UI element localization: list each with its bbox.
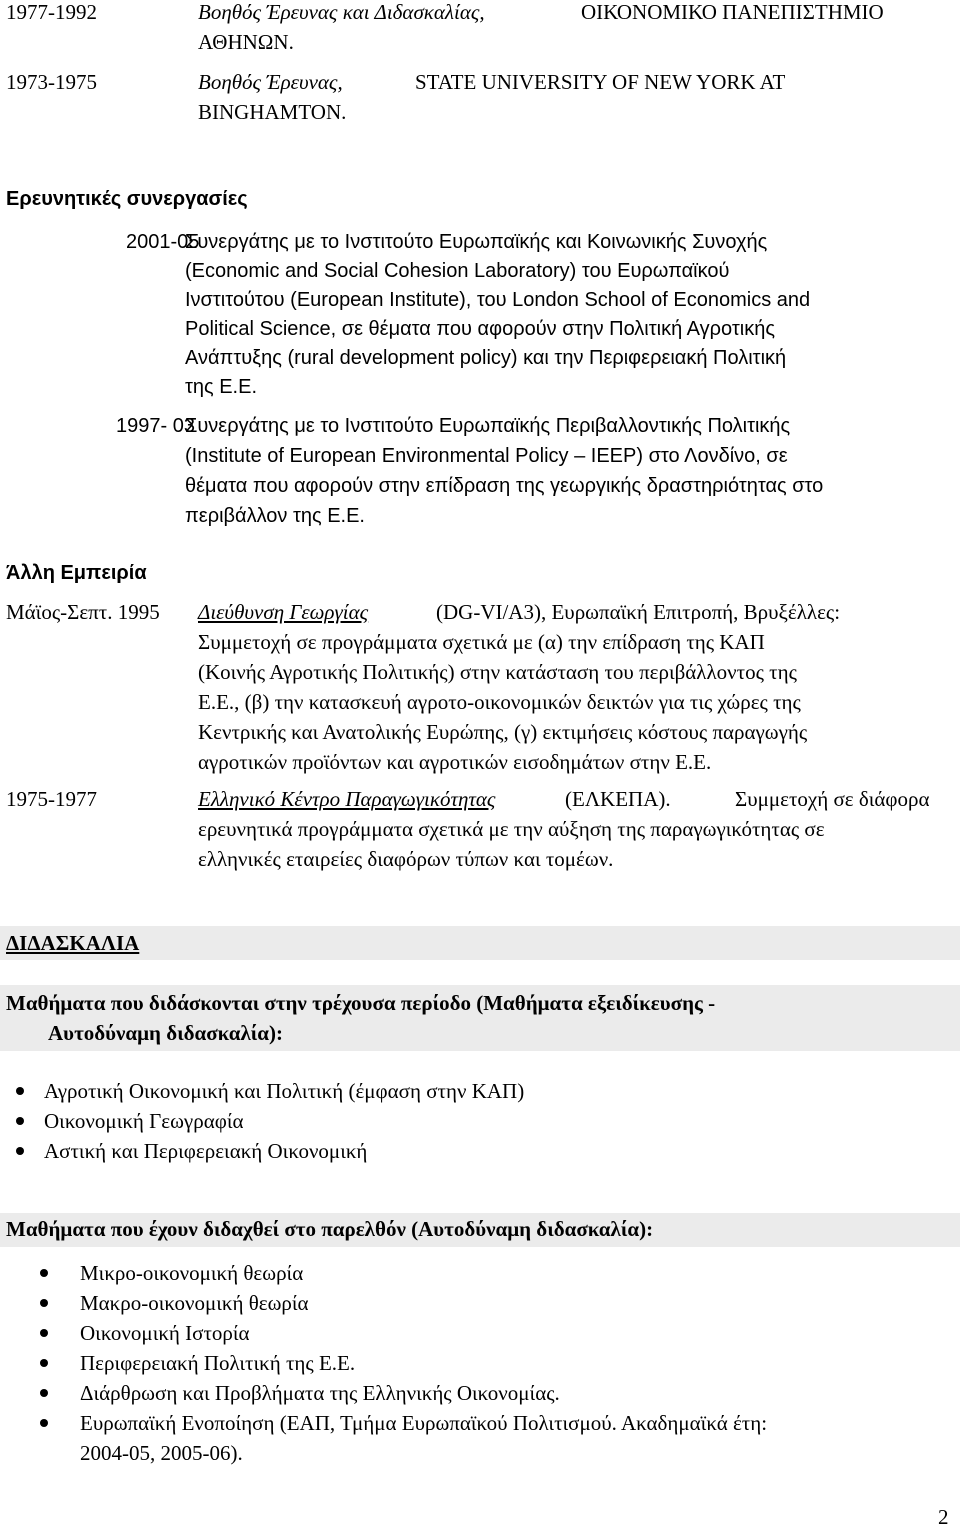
research-line: Συνεργάτης με το Ινστιτούτο Ευρωπαϊκής Περιβαλλοντικής Πολιτικής xyxy=(185,415,791,437)
past-course-item: Περιφερειακή Πολιτική της Ε.Ε. xyxy=(80,1351,356,1375)
past-courses-heading: Μαθήματα που έχουν διδαχθεί στο παρελθόν (Αυτοδύναμη διδασκαλία): xyxy=(6,1217,654,1241)
past-course-item: Ευρωπαϊκή Ενοποίηση (ΕΑΠ, Τμήμα Ευρωπαϊκού Πολιτισμού. Ακαδημαϊκά έτη: xyxy=(80,1411,768,1435)
bullet-icon xyxy=(40,1389,48,1397)
other-line: αγροτικών προϊόντων και αγροτικών εισοδημάτων στην Ε.Ε. xyxy=(198,750,712,774)
other-org: Διεύθυνση Γεωργίας xyxy=(198,600,369,624)
other-line: ερευνητικά προγράμματα σχετικά με την αύξηση της παραγωγικότητας σε xyxy=(198,817,825,841)
page-number: 2 xyxy=(938,1505,949,1529)
current-course-item: Αστική και Περιφερειακή Οικονομική xyxy=(44,1139,368,1163)
bullet-icon xyxy=(16,1087,24,1095)
research-line: περιβάλλον της Ε.Ε. xyxy=(185,505,365,527)
past-course-item: Διάρθρωση και Προβλήματα της Ελληνικής Οικονομίας. xyxy=(80,1381,560,1405)
section-heading-research: Ερευνητικές συνεργασίες xyxy=(6,188,248,210)
other-line: (Κοινής Αγροτικής Πολιτικής) στην κατάσταση του περιβάλλοντος της xyxy=(198,660,797,684)
other-line: ελληνικές εταιρείες διαφόρων τύπων και τομέων. xyxy=(198,847,614,871)
bullet-icon xyxy=(40,1419,48,1427)
other-years: Μάϊος-Σεπτ. 1995 xyxy=(6,600,160,624)
entry-org: STATE UNIVERSITY OF NEW YORK AT xyxy=(415,70,786,94)
entry-org-cont: ΑΘΗΝΩΝ. xyxy=(198,30,294,54)
research-line: (Economic and Social Cohesion Laboratory) του Ευρωπαϊκού xyxy=(185,260,730,282)
other-org-rest: Συμμετοχή σε διάφορα xyxy=(735,787,930,811)
bullet-icon xyxy=(16,1117,24,1125)
research-line: Ανάπτυξης (rural development policy) και την Περιφερειακή Πολιτική xyxy=(185,347,787,369)
past-course-item: Μικρο-οικονομική θεωρία xyxy=(80,1261,304,1285)
past-course-item: Μακρο-οικονομική θεωρία xyxy=(80,1291,309,1315)
section-heading-other: Άλλη Εμπειρία xyxy=(6,562,147,584)
entry-org-cont: BINGHAMTON. xyxy=(198,100,347,124)
current-courses-heading: Μαθήματα που διδάσκονται στην τρέχουσα περίοδο (Μαθήματα εξειδίκευσης - xyxy=(6,991,716,1015)
past-course-item-cont: 2004-05, 2005-06). xyxy=(80,1441,243,1465)
entry-years: 1977-1992 xyxy=(6,0,97,24)
other-org: Ελληνικό Κέντρο Παραγωγικότητας xyxy=(198,787,496,811)
bullet-icon xyxy=(16,1147,24,1155)
research-line: Political Science, σε θέματα που αφορούν στην Πολιτική Αγροτικής xyxy=(185,318,775,340)
research-years: 2001-05 xyxy=(126,231,200,253)
current-course-item: Οικονομική Γεωγραφία xyxy=(44,1109,244,1133)
current-course-item: Αγροτική Οικονομική και Πολιτική (έμφαση στην ΚΑΠ) xyxy=(44,1079,525,1103)
bullet-icon xyxy=(40,1329,48,1337)
bullet-icon xyxy=(40,1299,48,1307)
bullet-icon xyxy=(40,1269,48,1277)
research-years: 1997- 03 xyxy=(116,415,195,437)
entry-years: 1973-1975 xyxy=(6,70,97,94)
teaching-heading-band xyxy=(0,926,960,960)
other-line: Κεντρικής και Ανατολικής Ευρώπης, (γ) εκτιμήσεις κόστους παραγωγής xyxy=(198,720,808,744)
entry-role: Βοηθός Έρευνας και Διδασκαλίας, xyxy=(198,0,485,24)
research-line: Συνεργάτης με το Ινστιτούτο Ευρωπαϊκής και Κοινωνικής Συνοχής xyxy=(185,231,768,253)
other-years: 1975-1977 xyxy=(6,787,97,811)
entry-org: ΟΙΚΟΝΟΜΙΚΟ ΠΑΝΕΠΙΣΤΗΜΙΟ xyxy=(581,0,884,24)
entry-role: Βοηθός Έρευνας, xyxy=(198,70,343,94)
research-line: θέματα που αφορούν στην επίδραση της γεωργικής δραστηριότητας στο xyxy=(185,475,824,497)
other-line: Ε.Ε., (β) την κατασκευή αγροτο-οικονομικών δεικτών για τις χώρες της xyxy=(198,690,801,714)
research-line: της Ε.Ε. xyxy=(185,376,258,398)
bullet-icon xyxy=(40,1359,48,1367)
research-line: Ινστιτούτου (European Institute), του London School of Economics and xyxy=(185,289,811,311)
other-line: Συμμετοχή σε προγράμματα σχετικά με (α) την επίδραση της ΚΑΠ xyxy=(198,630,765,654)
section-heading-teaching: ΔΙΔΑΣΚΑΛΙΑ xyxy=(6,931,140,955)
past-course-item: Οικονομική Ιστορία xyxy=(80,1321,250,1345)
current-courses-heading-cont: Αυτοδύναμη διδασκαλία): xyxy=(48,1021,283,1045)
other-org-rest: (DG-VI/A3), Ευρωπαϊκή Επιτροπή, Βρυξέλλες: xyxy=(436,600,841,624)
other-org-abbrev: (ΕΛΚΕΠΑ). xyxy=(565,787,671,811)
research-line: (Institute of European Environmental Policy – IEEP) στο Λονδίνο, σε xyxy=(185,445,788,467)
